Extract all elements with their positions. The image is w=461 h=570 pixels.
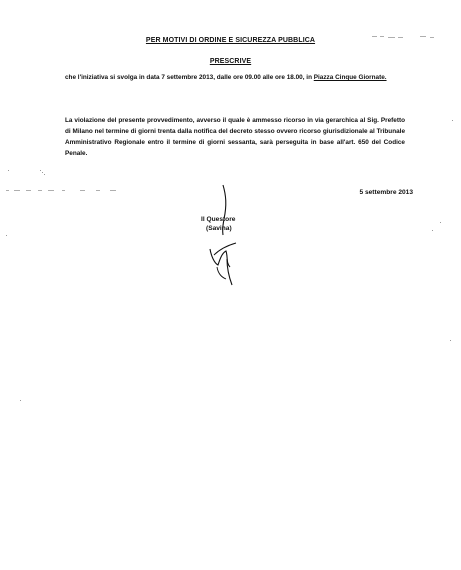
paragraph-appeal: La violazione del presente provvedimento, avverso il quale è ammesso ricorso in via gerarchica al Sig. Prefetto di Milano nel termine di giorni trenta dalla notifica del decreto stesso ovvero ricorso giurisdizionale al Tribunale Amministrativo Regionale entro il termine di giorni sessanta, sarà perseguita in base all'art. 650 del Codice Penale. [65,117,405,157]
signatory-title: Il Questore [201,216,236,223]
paragraph-prescription-text: che l'iniziativa si svolga in data 7 settembre 2013, dalle ore 09.00 alle ore 18.00, in [65,74,314,81]
document-date: 5 settembre 2013 [359,189,413,196]
document-heading: PER MOTIVI DI ORDINE E SICUREZZA PUBBLICA [145,37,316,44]
signature-mark [196,183,246,293]
paragraph-prescription [65,72,405,83]
document-subheading: PRESCRIVE [209,58,252,65]
signatory-name: (Savina) [206,225,232,232]
location-text: Piazza Cinque Giornate. [313,74,387,81]
